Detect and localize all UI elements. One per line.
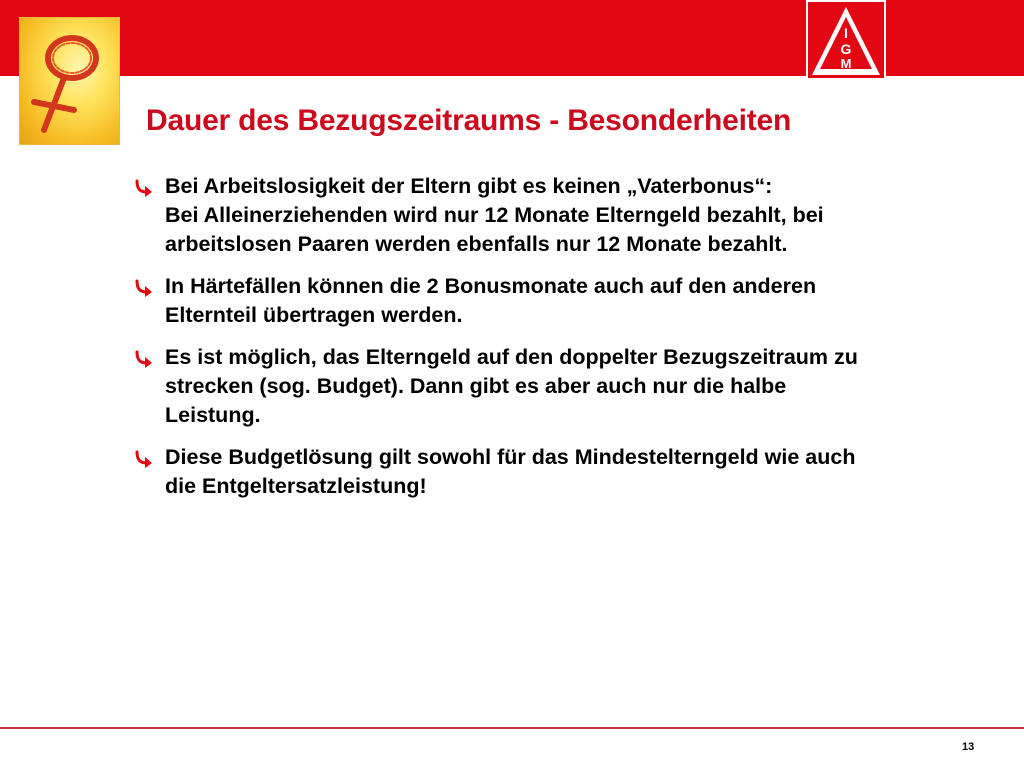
curved-arrow-bullet-icon bbox=[133, 176, 155, 198]
bullet-item bbox=[133, 443, 1003, 501]
logo-letter-i: I bbox=[844, 25, 848, 41]
bullet-item bbox=[133, 172, 1003, 259]
footer-divider bbox=[0, 727, 1024, 729]
curved-arrow-bullet-icon bbox=[133, 276, 155, 298]
bullet-line: Diese Budgetlösung gilt sowohl für das Mindestelterngeld wie auch bbox=[165, 445, 856, 469]
venus-symbol-icon bbox=[20, 18, 121, 146]
bullet-line: Bei Alleinerziehenden wird nur 12 Monate Elterngeld bezahlt, bei bbox=[165, 203, 824, 227]
bullet-line: arbeitslosen Paaren werden ebenfalls nur 12 Monate bezahlt. bbox=[165, 232, 788, 256]
bullet-item bbox=[133, 343, 1003, 430]
bullet-line: In Härtefällen können die 2 Bonusmonate auch auf den anderen bbox=[165, 274, 817, 298]
bullet-line: Leistung. bbox=[165, 403, 261, 427]
bullet-list bbox=[133, 172, 1003, 514]
igm-triangle-logo-icon bbox=[806, 0, 886, 80]
bullet-line: die Entgeltersatzleistung! bbox=[165, 474, 427, 498]
logo-letter-m: M bbox=[840, 56, 852, 71]
page-number: 13 bbox=[962, 741, 975, 753]
slide-title: Dauer des Bezugszeitraums - Besonderheiten bbox=[146, 104, 792, 137]
venus-symbol-tile bbox=[19, 17, 120, 145]
curved-arrow-bullet-icon bbox=[133, 447, 155, 469]
bullet-line: Bei Arbeitslosigkeit der Eltern gibt es keinen „Vaterbonus“: bbox=[165, 174, 773, 198]
bullet-item bbox=[133, 272, 1003, 330]
igm-logo bbox=[806, 0, 886, 80]
logo-letter-g: G bbox=[840, 41, 852, 57]
bullet-line: strecken (sog. Budget). Dann gibt es aber auch nur die halbe bbox=[165, 374, 787, 398]
curved-arrow-bullet-icon bbox=[133, 347, 155, 369]
bullet-line: Elternteil übertragen werden. bbox=[165, 303, 463, 327]
bullet-line: Es ist möglich, das Elterngeld auf den doppelter Bezugszeitraum zu bbox=[165, 345, 858, 369]
